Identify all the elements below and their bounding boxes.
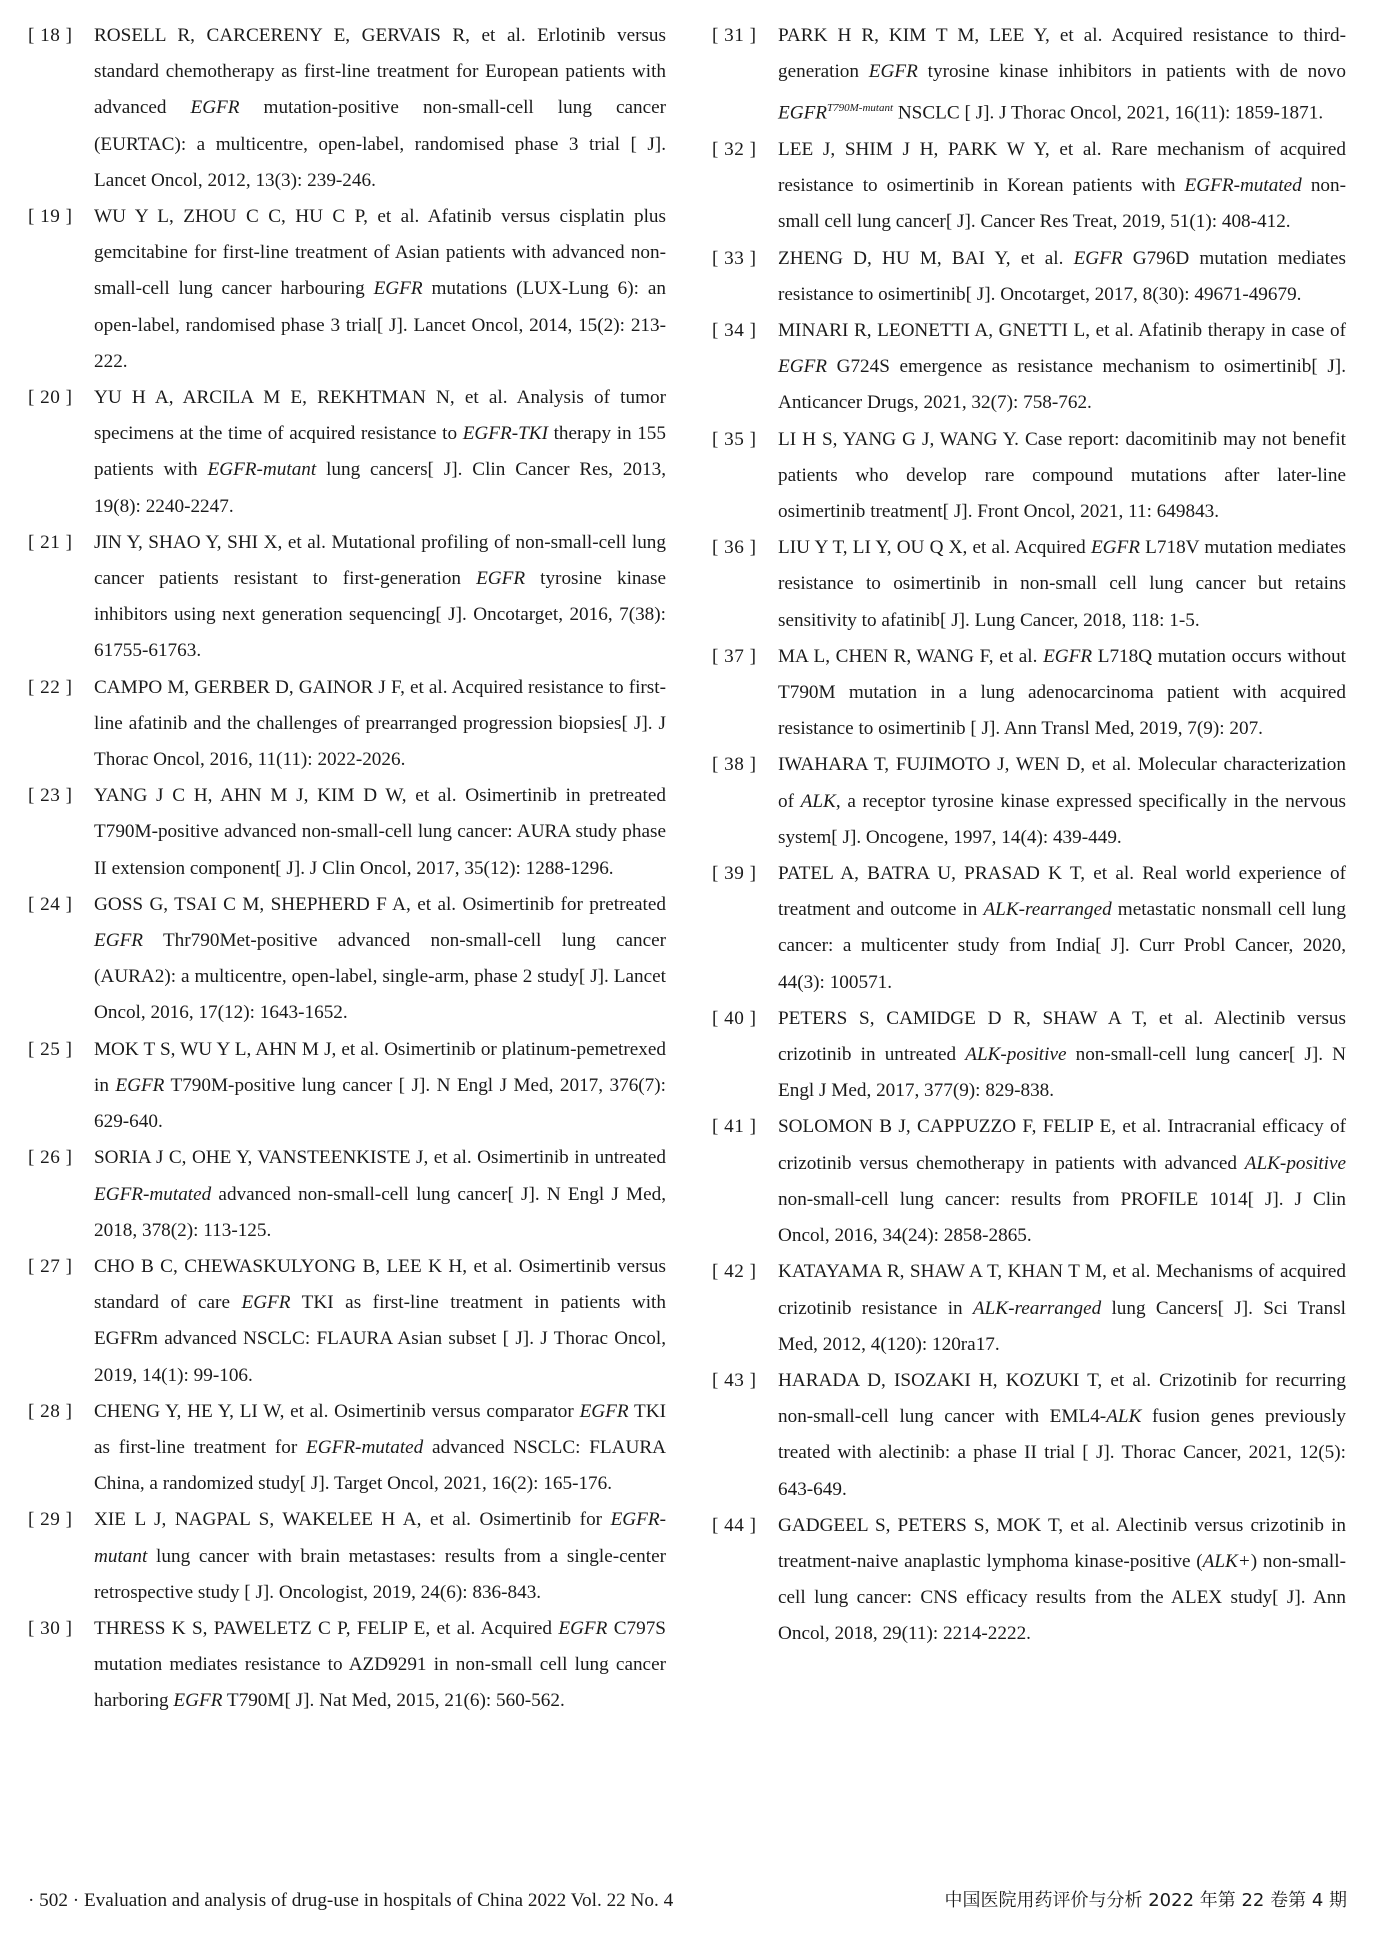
reference-text-segment: lung cancers[ J]. Clin Cancer Res, 2013, 19(8): 2240-2247.	[94, 459, 666, 517]
superscript-text: T790M-mutant	[827, 102, 894, 115]
reference-entry	[28, 525, 666, 670]
reference-text-segment: LEE J, SHIM J H, PARK W Y, et al. Rare mechanism of acquired resistance to osimertinib in Korean patients with	[778, 139, 1346, 197]
italic-gene-name: EGFR	[1073, 247, 1123, 269]
reference-text-segment: CAMPO M, GERBER D, GAINOR J F, et al. Acquired resistance to first-line afatinib and the challenges of prearranged progression biopsies[ J]. J Thorac Oncol, 2016, 11(11): 2022-2026.	[94, 676, 666, 771]
reference-text-segment: therapy in 155 patients with	[94, 423, 666, 481]
reference-entry	[712, 422, 1346, 531]
reference-text-segment: L718Q mutation occurs without T790M mutation in a lung adenocarcinoma patient with acquired resistance to osimertinib [ J]. Ann Transl Med, 2019, 7(9): 207.	[778, 645, 1346, 740]
italic-gene-name: EGFR	[868, 61, 918, 83]
reference-text	[94, 380, 666, 525]
reference-number: [ 33 ]	[712, 247, 757, 269]
reference-text-segment: YU H A, ARCILA M E, REKHTMAN N, et al. Analysis of tumor specimens at the time of acquired resistance to	[94, 387, 666, 445]
reference-entry	[712, 856, 1346, 1001]
reference-text-segment: PATEL A, BATRA U, PRASAD K T, et al. Real world experience of treatment and outcome in	[778, 863, 1346, 921]
reference-text-segment: advanced NSCLC: FLAURA China, a randomized study[ J]. Target Oncol, 2021, 16(2): 165-176.	[94, 1436, 666, 1495]
reference-entry	[712, 241, 1346, 313]
reference-entry	[712, 1001, 1346, 1110]
reference-text	[94, 1032, 666, 1141]
italic-gene-name: EGFR	[778, 102, 828, 124]
reference-text	[778, 1254, 1346, 1363]
reference-number: [ 24 ]	[28, 893, 73, 915]
reference-text-segment: XIE L J, NAGPAL S, WAKELEE H A, et al. Osimertinib for	[94, 1509, 611, 1531]
reference-text	[94, 1502, 666, 1611]
reference-entry	[28, 1502, 666, 1611]
reference-entry	[712, 639, 1346, 748]
reference-text	[94, 18, 666, 199]
reference-text-segment: mutation-positive non-small-cell lung cancer (EURTAC): a multicentre, open-label, randomised phase 3 trial [ J]. Lancet Oncol, 2012, 13(3): 239-246.	[94, 97, 666, 191]
reference-entry	[28, 1032, 666, 1141]
reference-text-segment: tyrosine kinase inhibitors using next generation sequencing[ J]. Oncotarget, 2016, 7(38): 61755-61763.	[94, 568, 666, 662]
italic-gene-name: EGFR	[190, 97, 240, 119]
reference-text-segment: TKI as first-line treatment for	[94, 1400, 666, 1458]
reference-entry	[712, 1508, 1346, 1653]
reference-text-segment: MA L, CHEN R, WANG F, et al.	[778, 645, 1044, 667]
reference-number: [ 25 ]	[28, 1038, 73, 1060]
reference-entry	[712, 530, 1346, 639]
reference-text-segment: G796D mutation mediates resistance to osimertinib[ J]. Oncotarget, 2017, 8(30): 49671-49679.	[778, 247, 1346, 305]
reference-text-segment: TKI as first-line treatment in patients with EGFRm advanced NSCLC: FLAURA Asian subset [ J]. J Thorac Oncol, 2019, 14(1): 99-106.	[94, 1292, 666, 1386]
reference-text-segment: SORIA J C, OHE Y, VANSTEENKISTE J, et al. Osimertinib in untreated	[94, 1147, 666, 1169]
reference-text	[94, 1249, 666, 1394]
reference-text	[778, 1001, 1346, 1110]
italic-gene-name: EGFR	[1090, 537, 1140, 559]
reference-text	[94, 1611, 666, 1720]
reference-text-segment: ZHENG D, HU M, BAI Y, et al.	[778, 247, 1074, 269]
reference-text-segment: T790M[ J]. Nat Med, 2015, 21(6): 560-562.	[222, 1690, 565, 1712]
reference-number: [ 40 ]	[712, 1007, 757, 1029]
reference-entry	[28, 1611, 666, 1720]
italic-gene-name: EGFR-TKI	[462, 423, 548, 445]
footer-journal-chinese: 中国医院用药评价与分析 2022 年第 22 卷第 4 期	[944, 1890, 1347, 1911]
reference-text-segment: non-small-cell lung cancer: results from PROFILE 1014[ J]. J Clin Oncol, 2016, 34(24): 2858-2865.	[778, 1188, 1346, 1247]
italic-gene-name: EGFR	[579, 1400, 629, 1422]
reference-number: [ 29 ]	[28, 1509, 73, 1531]
reference-text-segment: lung cancer with brain metastases: results from a single-center retrospective study [ J]. Oncologist, 2019, 24(6): 836-843.	[94, 1545, 666, 1603]
italic-gene-name: EGFR	[115, 1074, 165, 1096]
reference-text-segment: WU Y L, ZHOU C C, HU C P, et al. Afatinib versus cisplatin plus gemcitabine for first-line treatment of Asian patients with advanced non-small-cell lung cancer harbouring	[94, 206, 666, 300]
italic-gene-name: ALK-positive	[965, 1044, 1067, 1066]
reference-number: [ 42 ]	[712, 1261, 757, 1283]
reference-number: [ 28 ]	[28, 1400, 73, 1422]
reference-text-segment: non-small-cell lung cancer[ J]. N Engl J Med, 2017, 377(9): 829-838.	[778, 1044, 1346, 1102]
reference-entry	[28, 18, 666, 199]
reference-text	[94, 670, 666, 779]
reference-number: [ 38 ]	[712, 754, 757, 776]
reference-entry	[712, 313, 1346, 422]
italic-gene-name: EGFR	[241, 1292, 291, 1314]
reference-number: [ 43 ]	[712, 1369, 757, 1391]
italic-gene-name: EGFR-mutant	[207, 459, 317, 481]
reference-text-segment: metastatic nonsmall cell lung cancer: a multicenter study from India[ J]. Curr Probl Cancer, 2020, 44(3): 100571.	[778, 899, 1346, 993]
reference-entry	[712, 747, 1346, 856]
reference-text-segment: MINARI R, LEONETTI A, GNETTI L, et al. Afatinib therapy in case of	[778, 320, 1346, 342]
reference-text-segment: MOK T S, WU Y L, AHN M J, et al. Osimertinib or platinum-pemetrexed in	[94, 1038, 666, 1096]
page-footer	[28, 1884, 1347, 1918]
reference-text-segment: PARK H R, KIM T M, LEE Y, et al. Acquired resistance to third-generation	[778, 25, 1346, 83]
reference-entry	[28, 1140, 666, 1249]
reference-number: [ 41 ]	[712, 1116, 757, 1138]
reference-number: [ 37 ]	[712, 645, 757, 667]
italic-gene-name: EGFR-mutated	[1184, 175, 1302, 197]
reference-text-segment: GOSS G, TSAI C M, SHEPHERD F A, et al. Osimertinib for pretreated	[94, 893, 666, 915]
reference-text-segment: GADGEEL S, PETERS S, MOK T, et al. Alectinib versus crizotinib in treatment-naive anaplastic lymphoma kinase-positive (	[778, 1514, 1346, 1572]
reference-text	[94, 199, 666, 380]
reference-entry	[712, 1363, 1346, 1508]
reference-number: [ 23 ]	[28, 785, 73, 807]
reference-number: [ 39 ]	[712, 863, 757, 885]
italic-gene-name: EGFR	[373, 278, 423, 300]
reference-entry	[28, 887, 666, 1032]
reference-entry	[712, 132, 1346, 241]
reference-text	[778, 1109, 1346, 1254]
reference-number: [ 21 ]	[28, 531, 73, 553]
reference-text-segment: fusion genes previously treated with alectinib: a phase II trial [ J]. Thorac Cancer, 2021, 12(5): 643-649.	[778, 1406, 1346, 1500]
reference-column-left	[28, 18, 666, 1720]
reference-text-segment: SOLOMON B J, CAPPUZZO F, FELIP E, et al. Intracranial efficacy of crizotinib versus chemotherapy in patients with advanced	[778, 1116, 1346, 1174]
reference-entry	[28, 778, 666, 887]
reference-text-segment: PETERS S, CAMIDGE D R, SHAW A T, et al. Alectinib versus crizotinib in untreated	[778, 1007, 1346, 1066]
italic-gene-name: EGFR-mutant	[94, 1509, 666, 1567]
reference-text-segment: JIN Y, SHAO Y, SHI X, et al. Mutational profiling of non-small-cell lung cancer patients resistant to first-generation	[94, 531, 666, 590]
reference-text-segment: CHENG Y, HE Y, LI W, et al. Osimertinib versus comparator	[94, 1400, 580, 1422]
reference-text	[94, 525, 666, 670]
reference-text	[94, 1140, 666, 1249]
reference-number: [ 19 ]	[28, 206, 73, 228]
reference-entry	[712, 18, 1346, 132]
reference-text	[778, 18, 1346, 132]
italic-gene-name: ALK+	[1202, 1550, 1251, 1572]
italic-gene-name: ALK-rearranged	[972, 1297, 1102, 1319]
reference-number: [ 30 ]	[28, 1617, 73, 1639]
italic-gene-name: ALK-rearranged	[983, 899, 1112, 921]
reference-text	[778, 747, 1346, 856]
reference-number: [ 20 ]	[28, 387, 73, 409]
reference-entry	[28, 380, 666, 525]
reference-text-segment: L718V mutation mediates resistance to osimertinib in non-small cell lung cancer but retains sensitivity to afatinib[ J]. Lung Cancer, 2018, 118: 1-5.	[778, 537, 1346, 631]
italic-gene-name: ALK	[1106, 1406, 1142, 1428]
reference-text-segment: THRESS K S, PAWELETZ C P, FELIP E, et al. Acquired	[94, 1617, 559, 1639]
reference-text-segment: Thr790Met-positive advanced non-small-cell lung cancer (AURA2): a multicentre, open-label, single-arm, phase 2 study[ J]. Lancet Oncol, 2016, 17(12): 1643-1652.	[94, 930, 666, 1024]
italic-gene-name: EGFR-mutated	[94, 1183, 212, 1205]
reference-text	[94, 887, 666, 1032]
reference-text-segment: T790M-positive lung cancer [ J]. N Engl J Med, 2017, 376(7): 629-640.	[94, 1074, 666, 1133]
reference-text-segment: , a receptor tyrosine kinase expressed specifically in the nervous system[ J]. Oncogene, 1997, 14(4): 439-449.	[778, 790, 1347, 848]
reference-text-segment: HARADA D, ISOZAKI H, KOZUKI T, et al. Crizotinib for recurring non-small-cell lung cancer with EML4-	[778, 1369, 1346, 1428]
reference-text-segment: G724S emergence as resistance mechanism to osimertinib[ J]. Anticancer Drugs, 2021, 32(7): 758-762.	[778, 356, 1346, 414]
reference-text-segment: mutations (LUX-Lung 6): an open-label, randomised phase 3 trial[ J]. Lancet Oncol, 2014, 15(2): 213-222.	[94, 278, 666, 372]
reference-text-segment: non-small cell lung cancer[ J]. Cancer Res Treat, 2019, 51(1): 408-412.	[778, 175, 1347, 233]
reference-number: [ 36 ]	[712, 537, 757, 559]
reference-text-segment: tyrosine kinase inhibitors in patients with de novo	[917, 61, 1346, 83]
reference-text	[94, 1394, 666, 1503]
reference-text	[778, 530, 1346, 639]
reference-text-segment: YANG J C H, AHN M J, KIM D W, et al. Osimertinib in pretreated T790M-positive advanced non-small-cell lung cancer: AURA study phase II extension component[ J]. J Clin Oncol, 2017, 35(12): 1288-1296.	[94, 785, 666, 879]
italic-gene-name: EGFR	[94, 930, 144, 952]
reference-entry	[28, 199, 666, 380]
reference-number: [ 26 ]	[28, 1147, 73, 1169]
italic-gene-name: EGFR	[778, 356, 828, 378]
reference-number: [ 27 ]	[28, 1255, 73, 1277]
italic-gene-name: EGFR	[173, 1690, 223, 1712]
italic-gene-name: EGFR	[1043, 645, 1093, 667]
italic-gene-name: EGFR	[476, 568, 526, 590]
reference-column-right	[712, 18, 1346, 1653]
italic-gene-name: ALK	[800, 790, 836, 812]
reference-number: [ 18 ]	[28, 25, 73, 46]
italic-gene-name: ALK-positive	[1244, 1152, 1346, 1174]
reference-text	[778, 132, 1346, 241]
reference-text	[778, 1363, 1346, 1508]
reference-text-segment: LIU Y T, LI Y, OU Q X, et al. Acquired	[778, 537, 1091, 559]
reference-text-segment: C797S mutation mediates resistance to AZD9291 in non-small cell lung cancer harboring	[94, 1617, 666, 1712]
reference-text-segment: KATAYAMA R, SHAW A T, KHAN T M, et al. Mechanisms of acquired crizotinib resistance in	[778, 1261, 1346, 1319]
footer-journal-english: · 502 · Evaluation and analysis of drug-use in hospitals of China 2022 Vol. 22 No. 4	[28, 1890, 674, 1911]
reference-text	[94, 778, 666, 887]
reference-text	[778, 1508, 1346, 1653]
reference-number: [ 44 ]	[712, 1514, 757, 1536]
reference-number: [ 35 ]	[712, 428, 757, 450]
reference-text-segment: lung Cancers[ J]. Sci Transl Med, 2012, 4(120): 120ra17.	[778, 1297, 1346, 1355]
reference-entry	[712, 1254, 1346, 1363]
reference-text	[778, 856, 1346, 1001]
reference-text-segment: ) non-small-cell lung cancer: CNS efficacy results from the ALEX study[ J]. Ann Oncol, 2018, 29(11): 2214-2222.	[778, 1550, 1346, 1645]
reference-number: [ 34 ]	[712, 320, 757, 342]
reference-entry	[28, 670, 666, 779]
reference-number: [ 31 ]	[712, 25, 757, 46]
reference-text	[778, 241, 1346, 313]
italic-gene-name: EGFR-mutated	[306, 1436, 424, 1458]
reference-text	[778, 639, 1346, 748]
reference-text-segment: ROSELL R, CARCERENY E, GERVAIS R, et al. Erlotinib versus standard chemotherapy as first-line treatment for European patients with advanced	[94, 25, 666, 119]
italic-gene-name: EGFR	[558, 1617, 608, 1639]
reference-text	[778, 422, 1346, 531]
reference-entry	[28, 1394, 666, 1503]
reference-entry	[712, 1109, 1346, 1254]
reference-text-segment: advanced non-small-cell lung cancer[ J]. N Engl J Med, 2018, 378(2): 113-125.	[94, 1183, 666, 1241]
reference-text-segment: CHO B C, CHEWASKULYONG B, LEE K H, et al. Osimertinib versus standard of care	[94, 1255, 666, 1314]
reference-text-segment: IWAHARA T, FUJIMOTO J, WEN D, et al. Molecular characterization of	[778, 754, 1346, 812]
reference-number: [ 32 ]	[712, 139, 757, 160]
reference-text	[778, 313, 1346, 422]
reference-text-segment: NSCLC [ J]. J Thorac Oncol, 2021, 16(11): 1859-1871.	[893, 102, 1324, 124]
reference-number: [ 22 ]	[28, 676, 73, 698]
reference-text-segment: LI H S, YANG G J, WANG Y. Case report: dacomitinib may not benefit patients who develop rare compound mutations after later-line osimertinib treatment[ J]. Front Oncol, 2021, 11: 649843.	[778, 428, 1346, 523]
reference-entry	[28, 1249, 666, 1394]
